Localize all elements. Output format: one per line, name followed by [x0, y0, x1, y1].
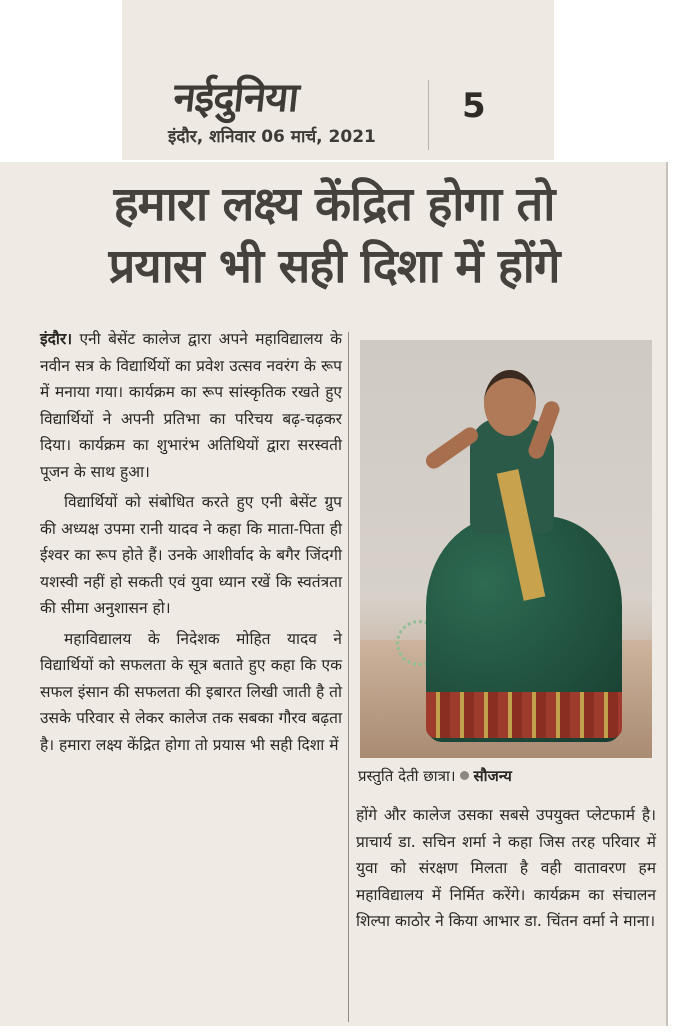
lehenga-border — [426, 692, 622, 738]
issue-dateline: इंदौर, शनिवार 06 मार्च, 2021 — [168, 127, 376, 147]
column-divider — [348, 332, 349, 1022]
article-column-left — [40, 326, 342, 762]
city-dateline: इंदौर। — [40, 329, 73, 348]
caption-text: प्रस्तुति देती छात्रा। — [358, 767, 456, 785]
article-paragraph-2: विद्यार्थियों को संबोधित करते हुए एनी बेसेंट ग्रुप की अध्यक्ष उपमा रानी यादव ने कहा कि माता-पिता ही ईश्वर का रूप होते हैं। उनके आशीर्वाद के बगैर जिंदगी यशस्वी नहीं हो सकती एवं युवा ध्यान रखें कि स्वतंत्रता की सीमा अनुशासन हो। — [40, 493, 342, 617]
photo-caption — [358, 766, 658, 786]
newspaper-logo: नईदुनिया — [171, 75, 301, 121]
headline-line-2: प्रयास भी सही दिशा में होंगे — [108, 239, 560, 294]
masthead-divider — [428, 80, 429, 150]
article-paragraph-3: महाविद्यालय के निदेशक मोहित यादव ने विद्यार्थियों को सफलता के सूत्र बताते हुए कहा कि एक सफल इंसान की सफलता की इबारत लिखी जाती है तो उसके परिवार से लेकर कालेज तक सबका गौरव बढ़ता है। हमारा लक्ष्य केंद्रित होगा तो प्रयास भी सही दिशा में — [40, 629, 342, 754]
dancer-head — [484, 370, 536, 436]
article-headline — [14, 174, 654, 298]
headline-line-1: हमारा लक्ष्य केंद्रित होगा तो — [113, 177, 555, 232]
article-column-right — [356, 802, 656, 935]
article-paragraph-3-continued: होंगे और कालेज उसका सबसे उपयुक्त प्लेटफार्म है। प्राचार्य डा. सचिन शर्मा ने कहा जिस तरह परिवार में युवा को संरक्षण मिलता है वही वातावरण हम महाविद्यालय में निर्मित करेंगे। कार्यक्रम का संचालन शिल्पा काठोर ने किया आभार डा. चिंतन वर्मा ने माना। — [356, 806, 656, 930]
photo-credit: सौजन्य — [473, 767, 512, 785]
paragraph-1-text: एनी बेसेंट कालेज द्वारा अपने महाविद्यालय के नवीन सत्र के विद्यार्थियों का प्रवेश उत्सव नवरंग के रूप में मनाया गया। कार्यक्रम का रूप सांस्कृतिक रखते हुए विद्यार्थियों ने अपनी प्रतिभा का परिचय बढ़-चढ़कर दिया। कार्यक्रम का शुभारंभ अतिथियों द्वारा सरस्वती पूजन के साथ हुआ। — [40, 330, 342, 481]
dance-performance-photo — [360, 340, 652, 758]
page-number: 5 — [462, 86, 486, 126]
article-paragraph-1 — [40, 326, 342, 485]
bullet-icon — [460, 771, 469, 780]
